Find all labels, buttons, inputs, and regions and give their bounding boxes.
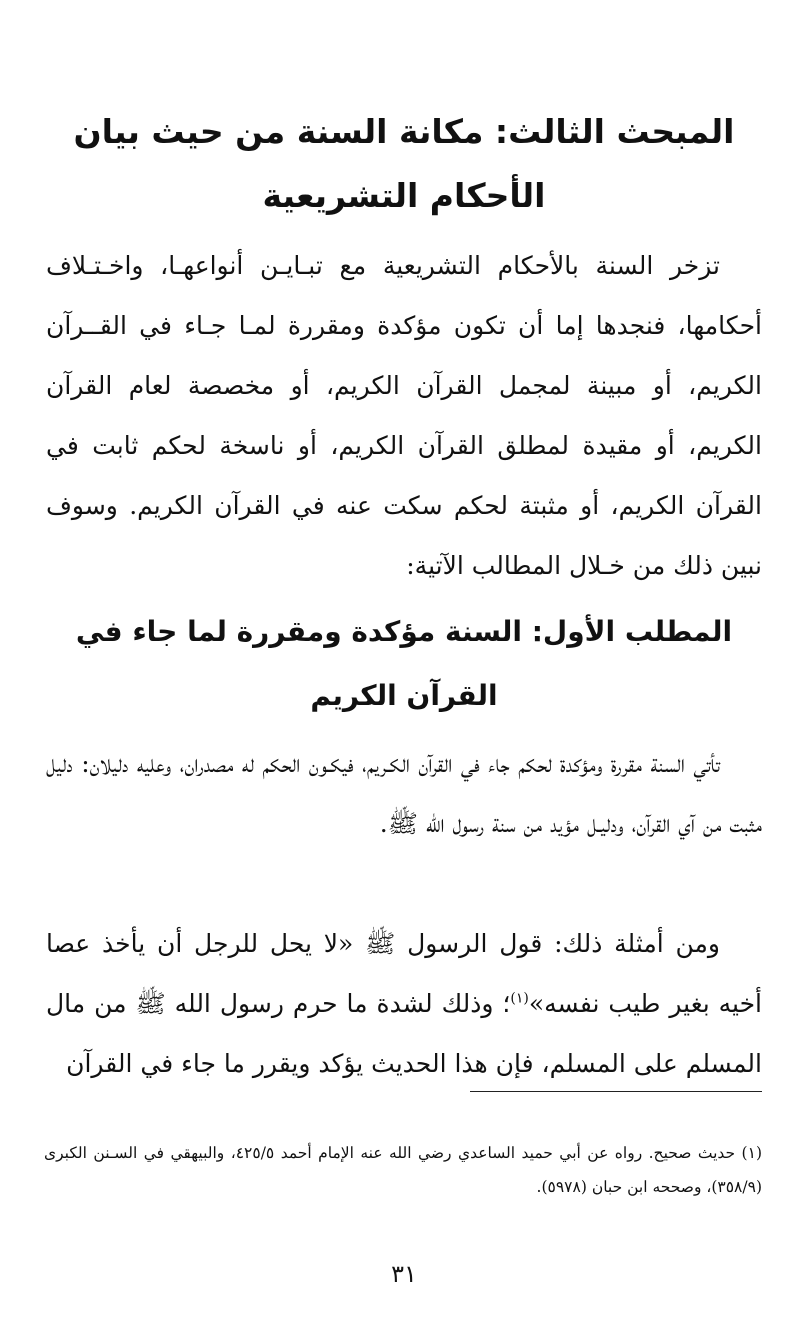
footnote-separator: [470, 1091, 762, 1092]
section-title: المبحث الثالث: مكانة السنة من حيث بيان الأحكام التشريعية: [73, 112, 735, 215]
footnote-reference: (١): [510, 990, 529, 1007]
footnote-1: (١) حديث صحيح. رواه عن أبي حميد الساعدي رضي الله عنه الإمام أحمد ٤٢٥/٥، والبيهقي في السـنن الكبرى (٣٥٨/٩)، وصححه ابن حبان (٥٩٧٨).: [44, 1144, 762, 1196]
paragraph-3-text-end: ؛ وذلك لشدة ما حرم رسول الله ﷺ من مال المسلم على المسلم، فإن هذا الحديث يؤكد ويقرر ما جاء في القرآن: [46, 989, 762, 1078]
subsection-title: المطلب الأول: السنة مؤكدة ومقررة لما جاء في القرآن الكريم: [75, 615, 733, 712]
page-number: ٣١: [391, 1260, 417, 1288]
paragraph-3: [46, 914, 762, 1094]
intro-paragraph: تزخر السنة بالأحكام التشريعية مع تبـايـن أنواعهـا، واخـتـلاف أحكامها، فنجدها إما أن تكون مؤكدة ومقررة لمـا جـاء في القــرآن الكريم، أو مبينة لمجمل القرآن الكريم، أو مخصصة لعام القرآن الكريم، أو مقيدة لمطلق القرآن الكريم، أو ناسخة لحكم ثابت في القرآن الكريم، أو مثبتة لحكم سكت عنه في القرآن الكريم. وسوف نبين ذلك من خـلال المطالب الآتية:: [46, 251, 762, 580]
paragraph-2: تأتي السنة مقررة ومؤكدة لحكم جاء في القرآن الكـريم، فيكـون الحكم له مصدران، وعليه دليلان: دليل مثبت من آي القرآن، ودليـل مؤيد من سنة رسول الله ﷺ.: [46, 749, 762, 838]
paragraph-3-text-start: ومن أمثلة ذلك: قول الرسول ﷺ «لا يحل للرجل أن يأخذ عصا أخيه بغير طيب نفسه»: [46, 929, 763, 1018]
